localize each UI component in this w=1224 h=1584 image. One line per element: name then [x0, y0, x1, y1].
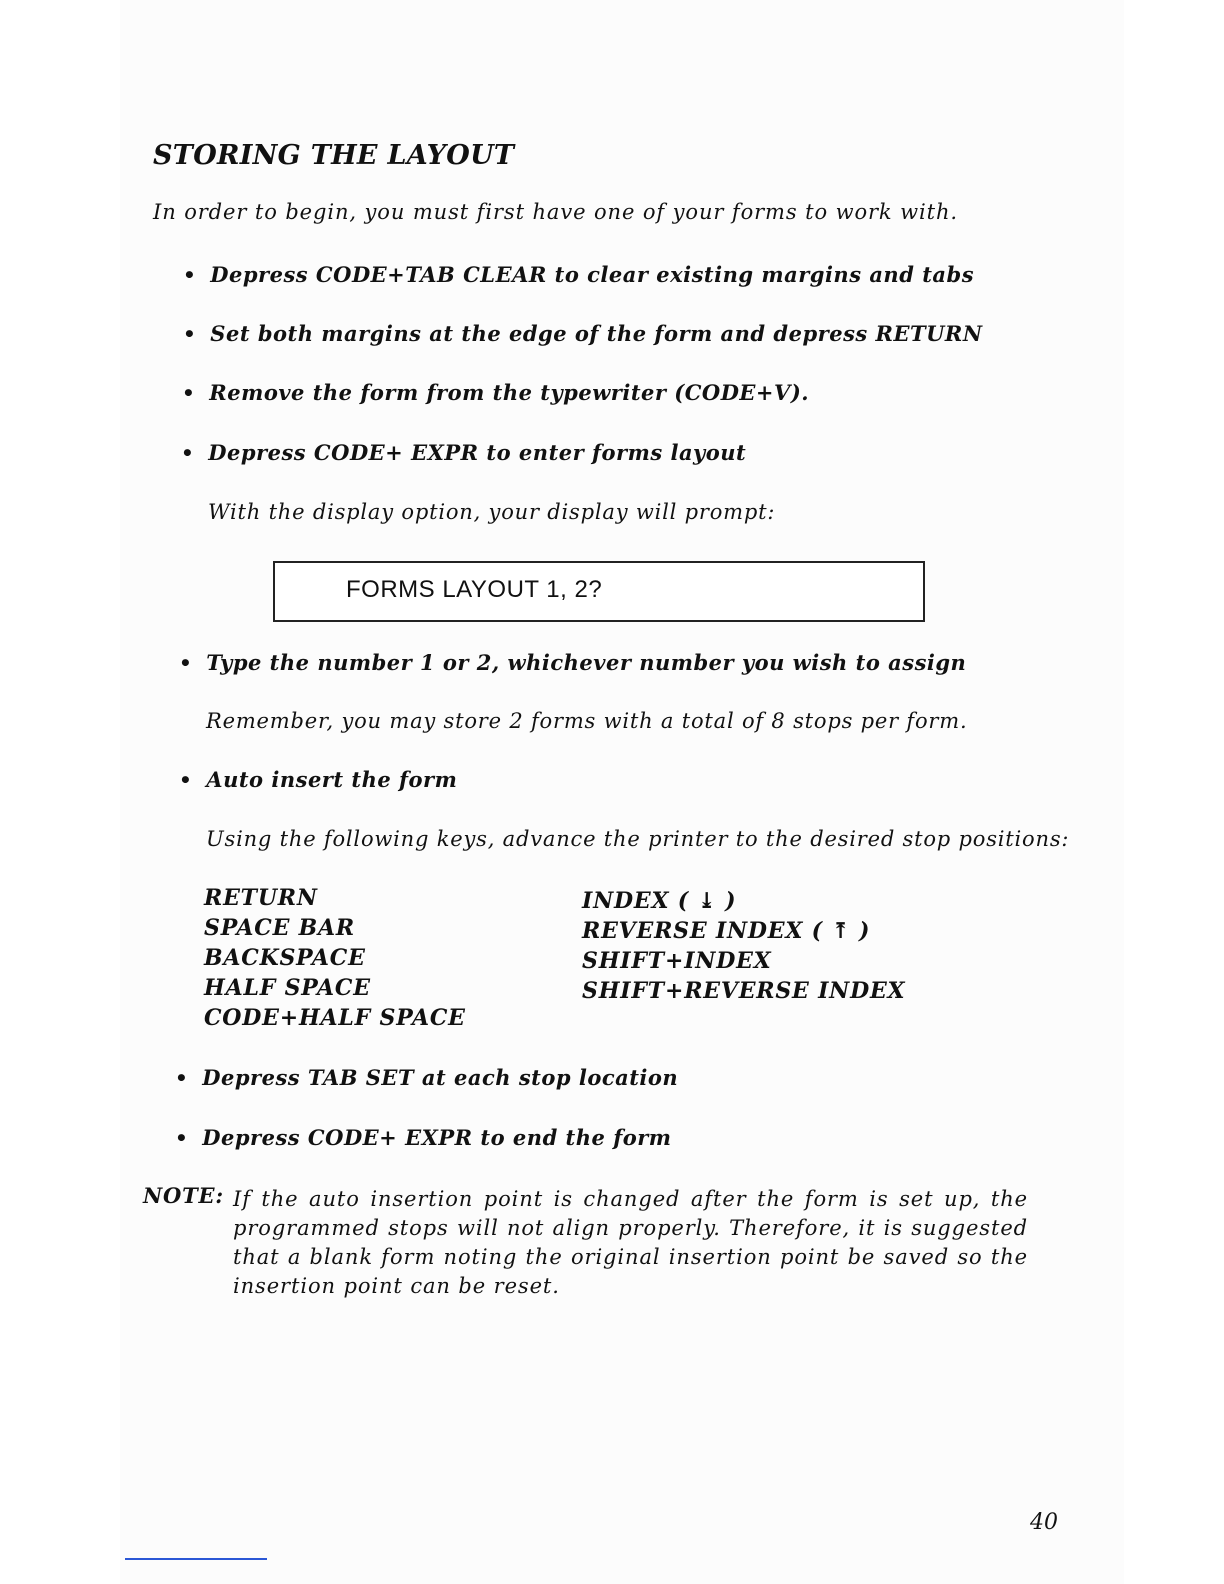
bullet-icon: • [175, 1126, 189, 1150]
step-text: Depress CODE+ EXPR to enter forms layout [208, 440, 747, 465]
step-text: Depress CODE+TAB CLEAR to clear existing margins and tabs [210, 262, 975, 287]
bullet-icon: • [181, 441, 195, 465]
key-label: CODE+HALF SPACE [204, 1005, 466, 1031]
step-end-form [175, 1125, 672, 1150]
bullet-icon: • [183, 322, 197, 346]
key-label: RETURN [204, 885, 318, 911]
step-text: Auto insert the form [206, 767, 458, 792]
key-label: BACKSPACE [204, 945, 366, 971]
display-prompt-box [273, 561, 925, 622]
key-label: SHIFT+INDEX [582, 948, 772, 974]
step-clear-margins [183, 262, 974, 287]
bullet-icon: • [179, 651, 193, 675]
step-tab-set [175, 1065, 678, 1090]
page-title: STORING THE LAYOUT [153, 140, 515, 171]
page-background [120, 0, 1124, 1584]
display-intro-text: With the display option, your display will prompt: [208, 500, 776, 524]
key-label: SPACE BAR [204, 915, 355, 941]
step-text: Set both margins at the edge of the form and depress RETURN [210, 321, 983, 346]
bullet-icon: • [175, 1066, 189, 1090]
step-text: Depress CODE+ EXPR to end the form [202, 1125, 672, 1150]
scan-edge-line [125, 1558, 267, 1560]
step-text: Type the number 1 or 2, whichever number you wish to assign [206, 650, 967, 675]
step-enter-forms-layout [181, 440, 746, 465]
keys-intro-text: Using the following keys, advance the printer to the desired stop positions: [206, 827, 1070, 851]
step-auto-insert [179, 767, 457, 792]
keys-right-column [582, 886, 905, 1006]
step-text: Depress TAB SET at each stop location [202, 1065, 679, 1090]
bullet-icon: • [183, 263, 197, 287]
key-label: HALF SPACE [204, 975, 371, 1001]
page-number: 40 [1030, 1510, 1058, 1535]
step-set-margins [183, 321, 983, 346]
key-label: INDEX ( ⤓ ) [582, 888, 737, 914]
key-label: REVERSE INDEX ( ⤒ ) [582, 918, 871, 944]
keys-left-column [204, 883, 466, 1033]
step-remove-form [182, 380, 809, 405]
remember-text: Remember, you may store 2 forms with a total of 8 stops per form. [206, 709, 968, 733]
note-label: NOTE: [143, 1183, 224, 1208]
note-body: If the auto insertion point is changed after the form is set up, the programmed stops will not align properly. Therefore, it is suggested that a blank form noting the original insertion point be saved so the insertion point can be reset. [233, 1187, 1028, 1298]
key-label: SHIFT+REVERSE INDEX [582, 978, 906, 1004]
intro-paragraph: In order to begin, you must first have one of your forms to work with. [153, 200, 958, 224]
step-text: Remove the form from the typewriter (CODE+V). [209, 380, 810, 405]
step-type-number [179, 650, 966, 675]
display-prompt-text: FORMS LAYOUT 1, 2? [346, 576, 603, 603]
bullet-icon: • [179, 768, 193, 792]
bullet-icon: • [182, 381, 196, 405]
